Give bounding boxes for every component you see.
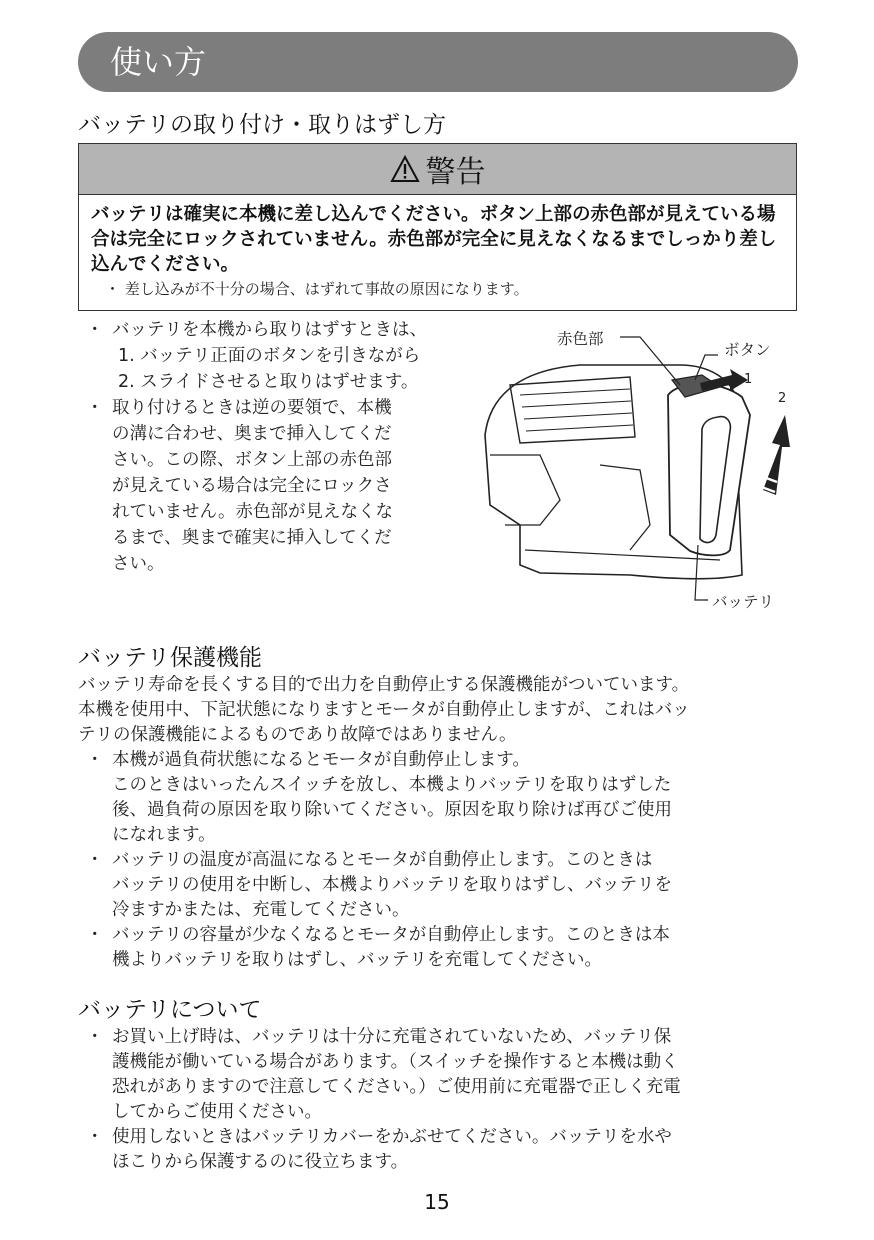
- bullet-mark: ・: [86, 850, 104, 870]
- text-line: お買い上げ時は、バッテリは十分に充電されていないため、バッテリ保: [112, 1027, 672, 1047]
- page-title: 使い方: [110, 43, 207, 81]
- text-line: るまで、奥まで確実に挿入してくだ: [112, 528, 392, 548]
- text-line: さい。この際、ボタン上部の赤色部: [112, 450, 392, 470]
- text-line: 本機を使用中、下記状態になりますとモータが自動停止しますが、これはバッ: [78, 700, 690, 720]
- page-number: 15: [424, 1190, 450, 1214]
- text-line: テリの保護機能によるものであり故障ではありません。: [78, 725, 517, 745]
- bullet-mark: ・: [86, 1027, 104, 1047]
- bullet-mark: ・: [86, 750, 104, 770]
- section-title-battery-protection: バッテリ保護機能: [78, 645, 262, 671]
- label-step-2: 2: [778, 391, 787, 406]
- label-battery: バッテリ: [712, 593, 775, 611]
- text-line: 恐れがありますので注意してください。）ご使用前に充電器で正しく充電: [112, 1077, 681, 1097]
- bullet-mark: ・: [86, 398, 104, 418]
- text-line: バッテリ寿命を長くする目的で出力を自動停止する保護機能がついています。: [78, 675, 690, 695]
- text-line: バッテリを本機から取りはずすときは、: [112, 320, 427, 340]
- text-line: 使用しないときはバッテリカバーをかぶせてください。バッテリを水や: [112, 1127, 672, 1147]
- text-line: バッテリの温度が高温になるとモータが自動停止します。このときは: [112, 850, 653, 870]
- battery-diagram: [480, 325, 810, 615]
- bullet-mark: ・: [86, 320, 104, 340]
- section-title-about-battery: バッテリについて: [78, 997, 262, 1023]
- text-line: れていません。赤色部が見えなくな: [112, 502, 394, 522]
- text-line: 取り付けるときは逆の要領で、本機: [112, 398, 392, 418]
- text-line: の溝に合わせ、奥まで挿入してくだ: [112, 424, 392, 444]
- section-title-battery-attach: バッテリの取り付け・取りはずし方: [78, 112, 446, 138]
- bullet-mark: ・: [86, 1127, 104, 1147]
- text-line: バッテリの使用を中断し、本機よりバッテリを取りはずし、バッテリを: [112, 875, 672, 895]
- label-red-part: 赤色部: [557, 330, 604, 348]
- text-line: 後、過負荷の原因を取り除いてください。原因を取り除けば再びご使用: [112, 800, 672, 820]
- text-line: になれます。: [112, 825, 216, 845]
- text-line: このときはいったんスイッチを放し、本機よりバッテリを取りはずした: [112, 775, 672, 795]
- text-line: 2. スライドさせると取りはずせます。: [118, 372, 419, 392]
- warning-box: [78, 143, 797, 311]
- text-line: 冷ますかまたは、充電してください。: [112, 900, 410, 920]
- warning-note: ・ 差し込みが不十分の場合、はずれて事故の原因になります。: [105, 280, 529, 298]
- bullet-mark: ・: [86, 925, 104, 945]
- text-line: 1. バッテリ正面のボタンを引きながら: [118, 346, 421, 366]
- text-line: バッテリの容量が少なくなるとモータが自動停止します。このときは本: [112, 925, 670, 945]
- text-line: 本機が過負荷状態になるとモータが自動停止します。: [112, 750, 530, 770]
- battery-body: [668, 384, 750, 555]
- warning-label: 警告: [425, 155, 486, 190]
- text-line: が見えている場合は完全にロックさ: [112, 476, 392, 496]
- label-button: ボタン: [724, 341, 771, 359]
- warning-header: [79, 144, 796, 195]
- text-line: してからご使用ください。: [112, 1102, 322, 1122]
- warning-triangle-icon: [390, 155, 420, 183]
- vent-panel: [510, 377, 635, 443]
- text-line: さい。: [112, 554, 165, 574]
- text-line: 機よりバッテリを取りはずし、バッテリを充電してください。: [112, 950, 602, 970]
- text-line: ほこりから保護するのに役立ちます。: [112, 1152, 409, 1172]
- warning-body: バッテリは確実に本機に差し込んでください。ボタン上部の赤色部が見えている場合は完全にロックされていません。赤色部が完全に見えなくなるまでしっかり差し込んでください。: [91, 204, 777, 275]
- text-line: 護機能が働いている場合があります。（スイッチを操作すると本機は動く: [112, 1052, 679, 1072]
- label-step-1: 1: [744, 372, 753, 387]
